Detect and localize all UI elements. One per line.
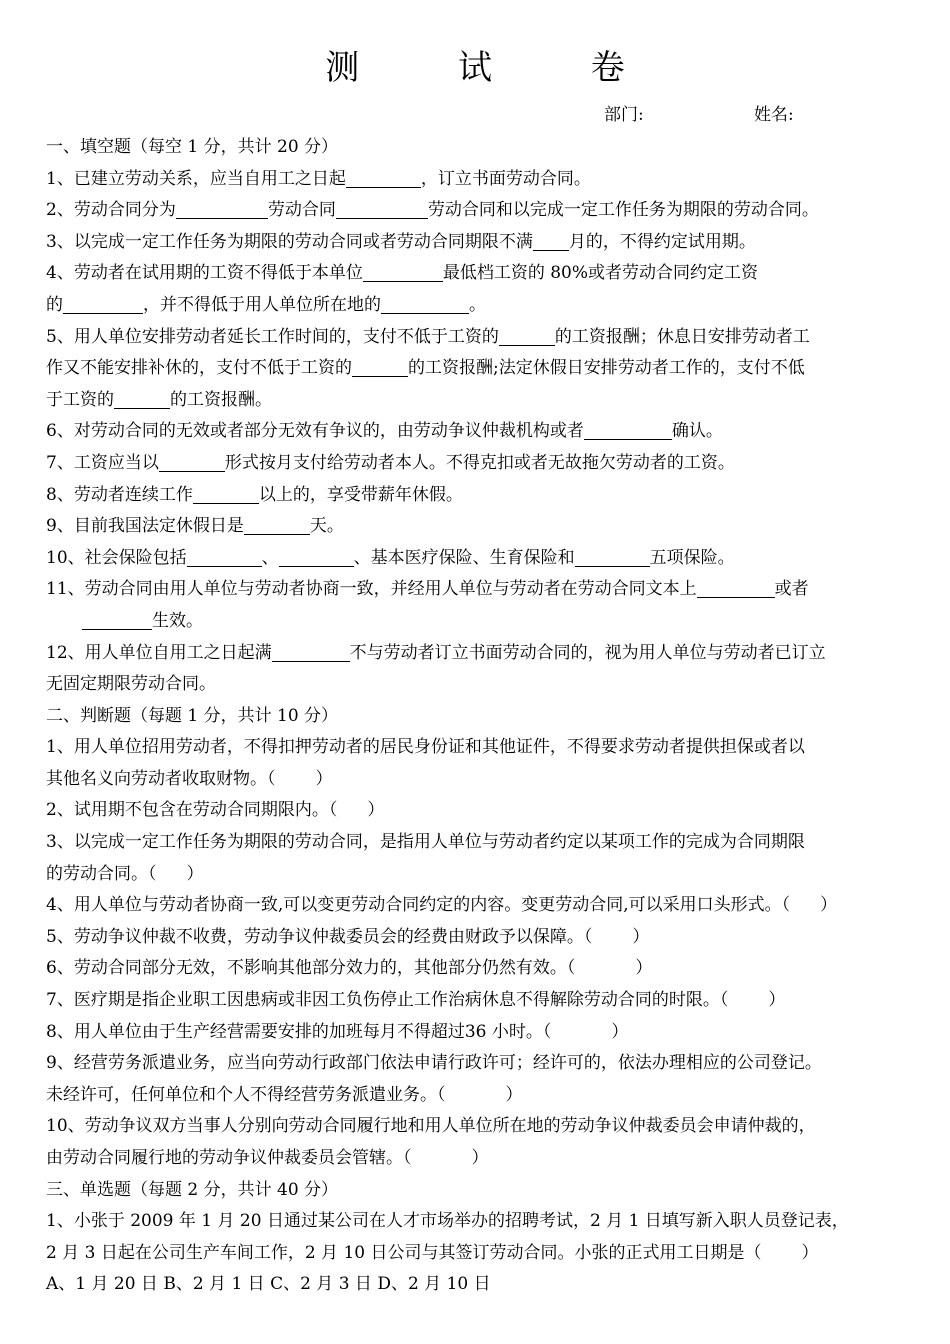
question-text: 月的，不得约定试用期。 bbox=[568, 231, 756, 252]
question-text: ） bbox=[635, 958, 653, 979]
single-question-1: 1、小张于 2009 年 1 月 20 日通过某公司在人才市场举办的招聘考试，2 月 1 日填写新入职人员登记表， bbox=[46, 1211, 849, 1232]
fill-question-5 bbox=[46, 322, 906, 354]
question-text: 。 bbox=[469, 294, 486, 315]
question-text: 6、劳动合同部分无效，不影响其他部分效力的，其他部分仍然有效。（ bbox=[46, 958, 576, 979]
question-text: 的劳动合同。（ bbox=[46, 863, 157, 884]
question-text: ） bbox=[632, 926, 650, 947]
question-text: 未经许可，任何单位和个人不得经营劳务派遣业务。（ bbox=[46, 1084, 446, 1105]
fill-question-5-cont bbox=[46, 353, 906, 385]
fill-question-2 bbox=[46, 195, 906, 227]
answer-blank[interactable] bbox=[499, 325, 555, 346]
answer-blank[interactable] bbox=[187, 546, 262, 567]
question-text: 不与劳动者订立书面劳动合同的，视为用人单位与劳动者已订立 bbox=[349, 642, 826, 663]
question-text: 于工资的 bbox=[46, 389, 114, 410]
question-text: 由劳动合同履行地的劳动争议仲裁委员会管辖。（ bbox=[46, 1148, 412, 1168]
question-text: 11、劳动合同由用人单位与劳动者协商一致，并经用人单位与劳动者在劳动合同文本上 bbox=[46, 579, 697, 600]
answer-blank[interactable] bbox=[176, 198, 268, 219]
fill-question-6 bbox=[46, 416, 906, 448]
fill-question-11 bbox=[46, 574, 906, 606]
question-text: 1、已建立劳动关系，应当自用工之日起 bbox=[46, 168, 346, 189]
question-text: 8、劳动者连续工作 bbox=[46, 484, 193, 505]
fill-question-4-cont bbox=[46, 290, 906, 322]
answer-blank[interactable] bbox=[363, 261, 443, 282]
question-text: 5、劳动争议仲裁不收费，劳动争议仲裁委员会的经费由财政予以保障。（ bbox=[46, 926, 593, 947]
question-text: 5、用人单位安排劳动者延长工作时间的，支付不低于工资的 bbox=[46, 326, 499, 347]
question-text: 的 bbox=[46, 294, 63, 315]
question-text: ） bbox=[186, 863, 204, 884]
question-text: ） bbox=[367, 800, 385, 821]
question-text: 2、劳动合同分为 bbox=[46, 200, 176, 221]
question-text: 其他名义向劳动者收取财物。（ bbox=[46, 768, 276, 789]
question-text: ） bbox=[471, 1148, 489, 1168]
question-text: 12、用人单位自用工之日起满 bbox=[46, 642, 272, 663]
question-text: ） bbox=[768, 990, 786, 1011]
question-text: 8、用人单位由于生产经营需要安排的加班每月不得超过36 小时。（ bbox=[46, 1021, 552, 1042]
question-text: ） bbox=[611, 1021, 629, 1042]
fill-question-1 bbox=[46, 164, 906, 196]
answer-blank[interactable] bbox=[352, 356, 408, 377]
question-text: ，并不得低于用人单位所在地的 bbox=[143, 294, 381, 315]
question-text: 五项保险。 bbox=[649, 547, 735, 568]
question-text: 形式按月支付给劳动者本人。不得克扣或者无故拖欠劳动者的工资。 bbox=[224, 452, 735, 473]
question-text: ，订立书面劳动合同。 bbox=[420, 168, 591, 189]
question-text: 10、社会保险包括 bbox=[46, 547, 187, 568]
answer-blank[interactable] bbox=[82, 609, 152, 630]
dept-label: 部门: bbox=[604, 105, 644, 125]
fill-question-5-cont2 bbox=[46, 385, 906, 417]
exam-body bbox=[46, 132, 906, 1301]
fill-question-10 bbox=[46, 543, 906, 575]
question-text: 劳动合同和以完成一定工作任务为期限的劳动合同。 bbox=[427, 200, 819, 221]
question-text: 的工资报酬。 bbox=[170, 389, 272, 410]
answer-blank[interactable] bbox=[63, 293, 143, 314]
question-text: 4、劳动者在试用期的工资不得低于本单位 bbox=[46, 263, 363, 284]
question-text: 7、工资应当以 bbox=[46, 452, 159, 473]
question-text: 、 bbox=[261, 547, 279, 568]
single-question-1-options[interactable]: A、1 月 20 日 B、2 月 1 日 C、2 月 3 日 D、2 月 10 日 bbox=[46, 1274, 491, 1295]
answer-blank[interactable] bbox=[575, 546, 650, 567]
question-text: ） bbox=[505, 1084, 523, 1105]
question-text: ） bbox=[315, 768, 333, 789]
judge-question-6 bbox=[46, 953, 906, 985]
answer-blank[interactable] bbox=[346, 167, 421, 188]
question-text: 作又不能安排补休的，支付不低于工资的 bbox=[46, 358, 352, 379]
question-text: 劳动合同 bbox=[267, 200, 336, 221]
question-text: 以上的，享受带薪年休假。 bbox=[258, 484, 463, 505]
judge-question-4 bbox=[46, 890, 906, 922]
fill-question-9 bbox=[46, 511, 906, 543]
single-question-1-cont bbox=[46, 1238, 906, 1270]
fill-question-3 bbox=[46, 227, 906, 259]
question-text: 6、对劳动合同的无效或者部分无效有争议的，由劳动争议仲裁机构或者 bbox=[46, 421, 584, 442]
question-text: 或者 bbox=[774, 579, 809, 600]
question-text: 2、试用期不包含在劳动合同期限内。（ bbox=[46, 800, 338, 821]
judge-question-10-cont bbox=[46, 1143, 906, 1175]
judge-question-3: 3、以完成一定工作任务为期限的劳动合同，是指用人单位与劳动者约定以某项工作的完成为合同期限 bbox=[46, 832, 805, 853]
answer-blank[interactable] bbox=[697, 577, 775, 598]
answer-blank[interactable] bbox=[114, 388, 170, 409]
question-text: 最低档工资的 80%或者劳动合同约定工资 bbox=[442, 263, 759, 284]
judge-question-9: 9、经营劳务派遣业务，应当向劳动行政部门依法申请行政许可；经许可的，依法办理相应的公司登记。 bbox=[46, 1053, 822, 1074]
question-text: 、基本医疗保险、生育保险和 bbox=[353, 547, 575, 568]
question-text: ） bbox=[801, 1242, 819, 1263]
fill-question-4 bbox=[46, 258, 906, 290]
question-text: 4、用人单位与劳动者协商一致,可以变更劳动合同约定的内容。变更劳动合同,可以采用口头形式。（ bbox=[46, 895, 791, 916]
section-heading-single: 三、单选题（每题 2 分，共计 40 分） bbox=[46, 1179, 339, 1200]
answer-blank[interactable] bbox=[244, 514, 310, 535]
question-text: 生效。 bbox=[152, 610, 203, 631]
name-label: 姓名: bbox=[754, 105, 794, 125]
question-text: 9、目前我国法定休假日是 bbox=[46, 516, 244, 537]
judge-question-10: 10、劳动争议双方当事人分别向劳动合同履行地和用人单位所在地的劳动争议仲裁委员会申请仲裁的， bbox=[46, 1116, 816, 1137]
page-title: 测 试 卷 bbox=[325, 48, 669, 88]
question-text: 天。 bbox=[309, 516, 344, 537]
answer-blank[interactable] bbox=[279, 546, 354, 567]
section-heading-fill: 一、填空题（每空 1 分，共计 20 分） bbox=[46, 137, 339, 157]
judge-question-5 bbox=[46, 922, 906, 954]
question-text: 2 月 3 日起在公司生产车间工作，2 月 10 日公司与其签订劳动合同。小张的正式用工日期是（ bbox=[46, 1242, 762, 1263]
judge-question-3-cont bbox=[46, 859, 906, 891]
answer-blank[interactable] bbox=[336, 198, 428, 219]
question-text: 的工资报酬；休息日安排劳动者工 bbox=[554, 326, 810, 347]
answer-blank[interactable] bbox=[193, 483, 259, 504]
exam-meta bbox=[604, 100, 794, 125]
section-heading-judge: 二、判断题（每题 1 分，共计 10 分） bbox=[46, 705, 339, 726]
judge-question-8 bbox=[46, 1017, 906, 1049]
fill-question-12 bbox=[46, 638, 906, 670]
judge-question-2 bbox=[46, 795, 906, 827]
fill-question-11-cont bbox=[46, 606, 906, 638]
fill-question-8 bbox=[46, 480, 906, 512]
question-text: 3、以完成一定工作任务为期限的劳动合同或者劳动合同期限不满 bbox=[46, 231, 533, 252]
question-text: 确认。 bbox=[671, 421, 723, 442]
fill-question-7 bbox=[46, 448, 906, 480]
judge-question-7 bbox=[46, 985, 906, 1017]
answer-blank[interactable] bbox=[272, 641, 350, 662]
fill-question-12-cont: 无固定期限劳动合同。 bbox=[46, 674, 216, 695]
judge-question-9-cont bbox=[46, 1080, 906, 1112]
answer-blank[interactable] bbox=[381, 293, 469, 314]
answer-blank[interactable] bbox=[159, 451, 225, 472]
answer-blank[interactable] bbox=[584, 419, 672, 440]
judge-question-1: 1、用人单位招用劳动者，不得扣押劳动者的居民身份证和其他证件，不得要求劳动者提供担保或者以 bbox=[46, 737, 805, 758]
answer-blank[interactable] bbox=[533, 230, 569, 251]
question-text: 的工资报酬;法定休假日安排劳动者工作的，支付不低 bbox=[408, 358, 805, 379]
question-text: 7、医疗期是指企业职工因患病或非因工负伤停止工作治病休息不得解除劳动合同的时限。（ bbox=[46, 990, 729, 1011]
judge-question-1-cont bbox=[46, 764, 906, 796]
question-text: ） bbox=[820, 895, 838, 916]
